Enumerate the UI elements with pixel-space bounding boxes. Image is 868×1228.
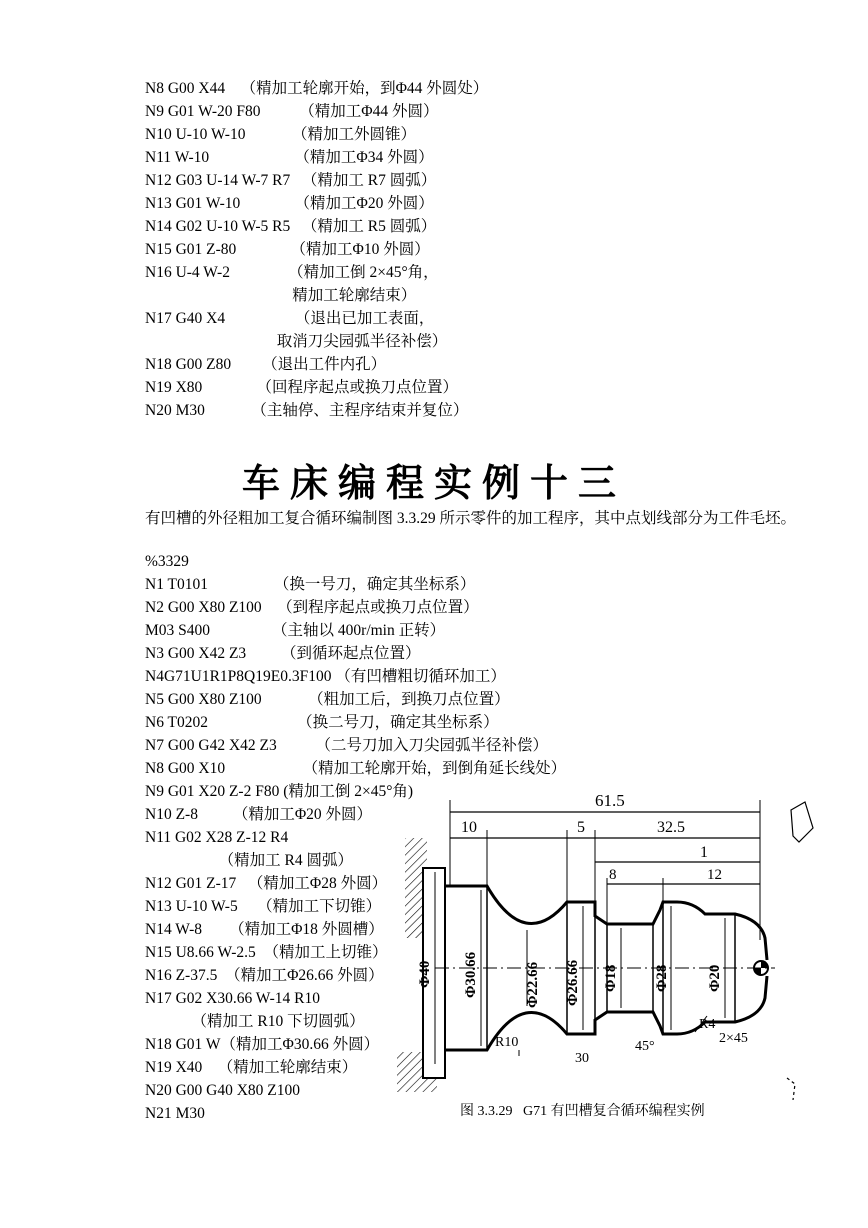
code-line: N3 G00 X42 Z3 （到循环起点位置） bbox=[145, 645, 421, 662]
code-line: N13 G01 W-10 （精加工Φ20 外圆） bbox=[145, 195, 434, 212]
angle-label-30: 30 bbox=[575, 1051, 589, 1066]
code-line: N18 G01 W（精加工Φ30.66 外圆） bbox=[145, 1036, 380, 1053]
code-line: %3329 bbox=[145, 553, 189, 570]
code-line: N8 G00 X10 （精加工轮廓开始，到倒角延长线处） bbox=[145, 760, 567, 777]
code-line: N2 G00 X80 Z100 （到程序起点或换刀点位置） bbox=[145, 599, 479, 616]
code-line: （精加工 R4 圆弧） bbox=[145, 852, 353, 869]
dim-overall: 61.5 bbox=[595, 791, 625, 810]
code-line: N16 U-4 W-2 （精加工倒 2×45°角， bbox=[145, 264, 439, 281]
dia-label: Φ40 bbox=[417, 960, 433, 988]
code-line: 取消刀尖园弧半径补偿） bbox=[145, 333, 448, 350]
dim-right-sub: 1 bbox=[700, 844, 708, 861]
scan-mark bbox=[787, 1078, 795, 1100]
intro-paragraph: 有凹槽的外径粗加工复合循环编制图 3.3.29 所示零件的加工程序，其中点划线部分为工件毛坯。 bbox=[145, 510, 797, 527]
code-line: N8 G00 X44 （精加工轮廓开始，到Φ44 外圆处） bbox=[145, 80, 489, 97]
code-line: N10 U-10 W-10 （精加工外圆锥） bbox=[145, 126, 416, 143]
code-line: N11 W-10 （精加工Φ34 外圆） bbox=[145, 149, 434, 166]
code-line: N4G71U1R1P8Q19E0.3F100 （有凹槽粗切循环加工） bbox=[145, 668, 506, 685]
code-line: N14 G02 U-10 W-5 R5 （精加工 R5 圆弧） bbox=[145, 218, 437, 235]
dim-small-a: 8 bbox=[609, 867, 617, 883]
code-line: N20 M30 （主轴停、主程序结束并复位） bbox=[145, 402, 469, 419]
code-line: N15 U8.66 W-2.5 （精加工上切锥） bbox=[145, 944, 388, 961]
code-line: N12 G01 Z-17 （精加工Φ28 外圆） bbox=[145, 875, 388, 892]
code-line: M03 S400 （主轴以 400r/min 正转） bbox=[145, 622, 446, 639]
dia-label: Φ28 bbox=[654, 964, 670, 992]
code-line: N11 G02 X28 Z-12 R4 bbox=[145, 829, 289, 846]
chamfer-label: 2×45 bbox=[719, 1031, 748, 1046]
dia-label: Φ20 bbox=[707, 964, 723, 992]
part-drawing bbox=[395, 780, 825, 1100]
code-line: N16 Z-37.5 （精加工Φ26.66 外圆） bbox=[145, 967, 384, 984]
code-line: N15 G01 Z-80 （精加工Φ10 外圆） bbox=[145, 241, 430, 258]
code-line: N1 T0101 （换一号刀，确定其坐标系） bbox=[145, 576, 476, 593]
code-line: N17 G40 X4 （退出已加工表面， bbox=[145, 310, 435, 327]
dia-label: Φ26.66 bbox=[565, 959, 581, 1006]
dim-mid-len: 5 bbox=[577, 819, 585, 836]
radius-label-r10: R10 bbox=[495, 1035, 519, 1050]
code-line: N21 M30 bbox=[145, 1105, 205, 1122]
code-line: N20 G00 G40 X80 Z100 bbox=[145, 1082, 300, 1099]
code-line: N9 G01 W-20 F80 （精加工Φ44 外圆） bbox=[145, 103, 439, 120]
radius-label-r4: R4 bbox=[699, 1017, 716, 1032]
code-line: N9 G01 X20 Z-2 F80 (精加工倒 2×45°角) bbox=[145, 783, 414, 800]
code-line: N18 G00 Z80 （退出工件内孔） bbox=[145, 356, 387, 373]
code-line: N5 G00 X80 Z100 （粗加工后，到换刀点位置） bbox=[145, 691, 510, 708]
section-title: 车床编程实例十三 bbox=[241, 460, 626, 505]
dim-right-len: 32.5 bbox=[657, 819, 685, 836]
figure-caption: 图 3.3.29 G71 有凹槽复合循环编程实例 bbox=[460, 1104, 705, 1119]
angle-label-45: 45° bbox=[635, 1039, 655, 1054]
code-line: N14 W-8 （精加工Φ18 外圆槽） bbox=[145, 921, 384, 938]
code-line: N13 U-10 W-5 （精加工下切锥） bbox=[145, 898, 382, 915]
code-line: N12 G03 U-14 W-7 R7 （精加工 R7 圆弧） bbox=[145, 172, 437, 189]
part-outline-upper bbox=[445, 886, 767, 960]
code-line: N19 X80 （回程序起点或换刀点位置） bbox=[145, 379, 459, 396]
code-line: N7 G00 G42 X42 Z3 （二号刀加入刀尖园弧半径补偿） bbox=[145, 737, 548, 754]
dia-label: Φ30.66 bbox=[463, 951, 479, 998]
dia-label: Φ18 bbox=[603, 964, 619, 992]
scan-mark bbox=[791, 802, 813, 842]
code-line: N17 G02 X30.66 W-14 R10 bbox=[145, 990, 320, 1007]
code-line: N6 T0202 （换二号刀，确定其坐标系） bbox=[145, 714, 499, 731]
dia-label: Φ22.66 bbox=[525, 961, 541, 1008]
code-line: 精加工轮廓结束） bbox=[145, 287, 417, 304]
dim-small-b: 12 bbox=[707, 867, 722, 883]
dim-left-len: 10 bbox=[461, 819, 477, 836]
code-line: （精加工 R10 下切圆弧） bbox=[145, 1013, 365, 1030]
code-line: N10 Z-8 （精加工Φ20 外圆） bbox=[145, 806, 373, 823]
code-line: N19 X40 （精加工轮廓结束） bbox=[145, 1059, 358, 1076]
